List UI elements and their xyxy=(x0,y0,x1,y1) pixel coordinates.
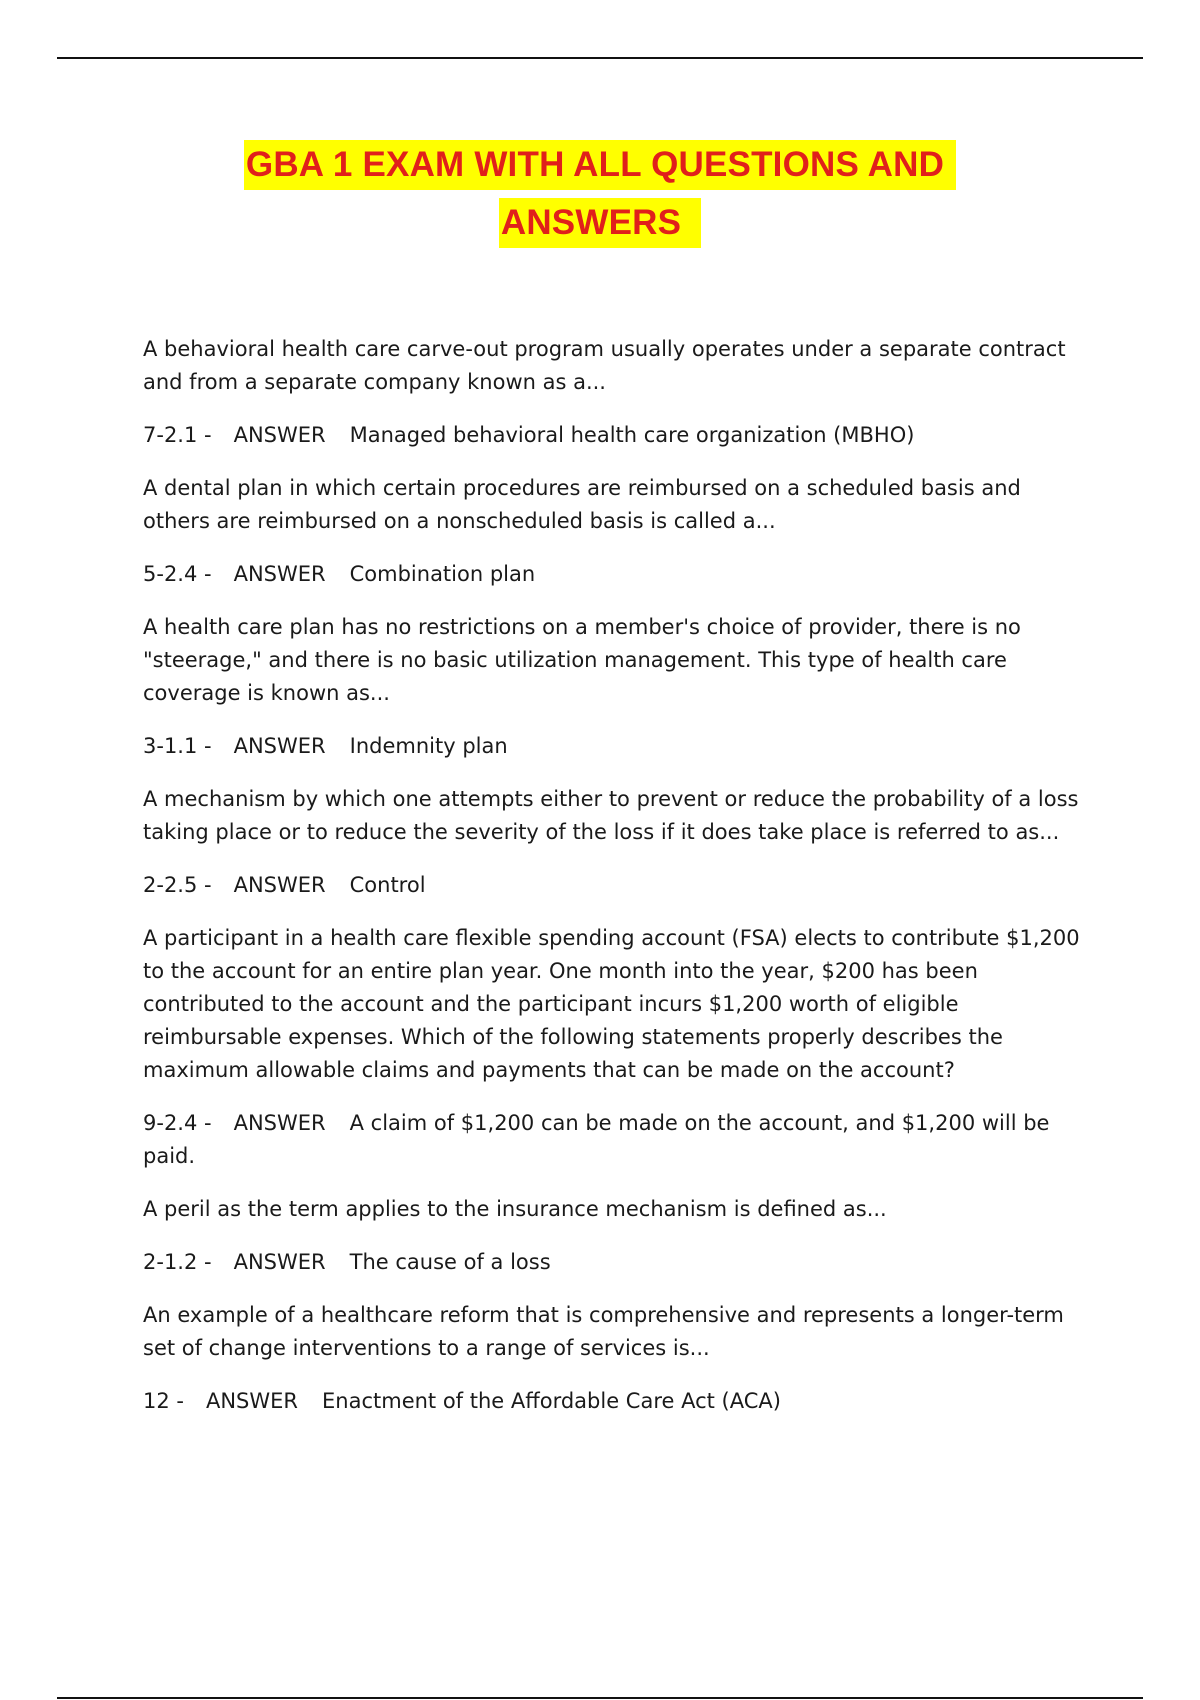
qa-list xyxy=(143,333,1093,1438)
answer-line xyxy=(143,558,1093,591)
answer-text: Enactment of the Affordable Care Act (ACA) xyxy=(322,1389,781,1413)
question-text: A dental plan in which certain procedures are reimbursed on a scheduled basis and others are reimbursed on a nonscheduled basis is called a... xyxy=(143,476,1021,533)
question-text: A behavioral health care carve-out program usually operates under a separate contract and from a separate company known as a... xyxy=(143,337,1066,394)
title-line-2: ANSWERS xyxy=(499,198,701,248)
answer-text: Control xyxy=(349,873,426,897)
question-reference: 2-1.2 - xyxy=(143,1250,212,1274)
question-text: A mechanism by which one attempts either to prevent or reduce the probability of a loss taking place or to reduce the severity of the loss if it does take place is referred to as... xyxy=(143,787,1079,844)
document-title xyxy=(0,140,1200,248)
question-reference: 9-2.4 - xyxy=(143,1111,212,1135)
answer-text: Managed behavioral health care organization (MBHO) xyxy=(349,423,915,447)
answer-label: ANSWER xyxy=(233,423,326,447)
top-rule xyxy=(57,57,1143,59)
question-text: An example of a healthcare reform that is comprehensive and represents a longer-term set of change interventions to a range of services is... xyxy=(143,1303,1064,1360)
question-reference: 3-1.1 - xyxy=(143,734,212,758)
question-text: A participant in a health care flexible spending account (FSA) elects to contribute $1,200 to the account for an entire plan year. One month into the year, $200 has been contributed to the account and the participant incurs $1,200 worth of eligible reimbursable expenses. Which of the following statements properly describes the maximum allowable claims and payments that can be made on the account? xyxy=(143,926,1080,1082)
answer-line xyxy=(143,730,1093,763)
bottom-rule xyxy=(57,1697,1143,1699)
answer-text: The cause of a loss xyxy=(349,1250,551,1274)
question-text: A peril as the term applies to the insurance mechanism is defined as... xyxy=(143,1197,887,1221)
answer-label: ANSWER xyxy=(205,1389,299,1413)
answer-label: ANSWER xyxy=(233,1111,326,1135)
answer-line xyxy=(143,1246,1093,1279)
answer-text: Combination plan xyxy=(349,562,536,586)
answer-label: ANSWER xyxy=(233,1250,326,1274)
answer-label: ANSWER xyxy=(233,562,326,586)
answer-text: Indemnity plan xyxy=(349,734,508,758)
answer-line xyxy=(143,1385,1093,1418)
question-reference: 2-2.5 - xyxy=(143,873,212,897)
question-reference: 7-2.1 - xyxy=(143,423,212,447)
question-text: A health care plan has no restrictions on a member's choice of provider, there is no "steerage," and there is no basic utilization management. This type of health care coverage is known as... xyxy=(143,615,1021,705)
question-reference: 12 - xyxy=(143,1389,184,1413)
answer-line xyxy=(143,1107,1093,1173)
answer-text: A claim of $1,200 can be made on the account, and $1,200 will be paid. xyxy=(143,1111,1050,1168)
answer-label: ANSWER xyxy=(233,873,326,897)
answer-line xyxy=(143,419,1093,452)
question-reference: 5-2.4 - xyxy=(143,562,212,586)
title-line-1: GBA 1 EXAM WITH ALL QUESTIONS AND xyxy=(244,140,956,190)
answer-line xyxy=(143,869,1093,902)
answer-label: ANSWER xyxy=(233,734,326,758)
